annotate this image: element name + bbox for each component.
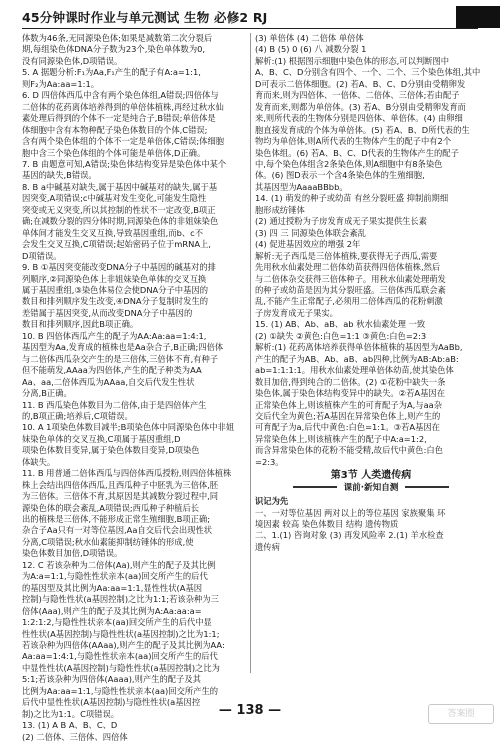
right-column-answers	[255, 33, 487, 468]
text-line: 13. (1) A B A、B、C、D	[22, 720, 118, 731]
text-line: 15. (1) AB、Ab、aB、ab 秋水仙素处理 一致	[255, 319, 426, 330]
right-column	[255, 33, 487, 553]
text-line: Aa:aa=1:4:1,与隐性性状亲本(aa)回交所产生的后代	[22, 651, 218, 662]
text-line: 数目和排列顺序发生改变,④DNA分子复制时发生的	[22, 296, 208, 307]
text-line: 乱,不能产生正常配子,必须用二倍体西瓜的花粉刺激	[255, 296, 443, 307]
text-line: 境因素 较高 染色体数目 结构 遗传物质	[255, 519, 399, 530]
text-line: 产生的配子为AB、Ab、aB、ab四种,比例为AB:Ab:aB:	[255, 353, 459, 364]
text-line: 的,B项正确;培养后,C项错误。	[22, 410, 133, 421]
text-line: 体。(6) 图D表示一个含4条染色体的生殖细胞,	[255, 170, 425, 181]
text-line: 正常染色体上,则该植株产生的可育配子为A,与aa杂	[255, 399, 443, 410]
text-line: 发育而来,则都为单倍体。(3) 若A、B分别由受精卵发育而	[255, 101, 466, 112]
section-title: 第3节 人类遗传病	[330, 470, 412, 482]
right-column-review	[255, 496, 487, 553]
text-line: 含有两个染色体组的个体不一定是单倍体,C错误;体细胞	[22, 136, 225, 147]
text-line: 其基因型为AaaaBBbb。	[255, 181, 348, 192]
text-line: (2) ①缺失 ②黄色:白色=1:1 ③黄色:白色=2:3	[255, 330, 427, 341]
text-line: 二、1.(1) 咨询对象 (3) 再发风险率 2.(1) 羊水检查	[255, 530, 444, 541]
text-line: 识记为先	[255, 496, 289, 507]
text-line: 项染色体数目变异,属于染色体数目变异,D项染色	[22, 445, 200, 456]
text-line: (4) 促进基因效应的增强 2年	[255, 239, 361, 250]
text-line: ab=1:1:1:1。用秋水仙素处理单倍体幼苗,使其染色体	[255, 365, 454, 376]
text-line: 而含异常染色体的花粉不能受精,故后代中黄色:白色	[255, 445, 443, 456]
text-line: 列顺序,②同源染色体上非姐妹染色单体的交叉互换	[22, 273, 207, 284]
text-line: 比例为Aa:aa=1:1,与隐性性状亲本(aa)回交所产生的	[22, 685, 219, 696]
text-line: 5. A 据题分析:F₁为Aa,F₁产生的配子有A:a=1:1,	[22, 67, 201, 78]
text-line: 体数为46条,无同源染色体;如果是减数第二次分裂后	[22, 33, 213, 43]
text-line: 胞直接发育成的个体为单倍体。(5) 若A、B、D所代表的生	[255, 124, 470, 135]
text-line: 基因型为Aa,发育成的植株也是Aa杂合子,B正确;四倍体	[22, 342, 224, 353]
text-line: 基因的缺失,B错误。	[22, 170, 97, 181]
text-line: 分离,C项错误;秋水仙素能抑制纺锤体的形成,使	[22, 536, 194, 547]
text-line: 5:1;若该杂种为四倍体(Aaaa),则产生的配子及其	[22, 674, 201, 685]
text-line: 解析:无子西瓜是三倍体植株,要获得无子西瓜,需要	[255, 250, 438, 261]
text-line: 11. B 用普通二倍体西瓜与四倍体西瓜授粉,则四倍体植株	[22, 468, 232, 479]
text-line: 10. B 四倍体西瓜产生的配子为AA:Aa:aa=1:4:1,	[22, 330, 207, 341]
text-line: 染色体,属于染色体结构变异中的缺失。②若A基因在	[255, 388, 445, 399]
text-line: 没有同源染色体,D项错误。	[22, 55, 123, 66]
text-line: 遗传病	[255, 541, 280, 552]
text-line: D项错误。	[22, 250, 62, 261]
text-line: 杂合子Aa只有一对等位基因,Aa自交后代会出现性状	[22, 525, 213, 536]
text-line: (3) 单倍体 (4) 二倍体 单倍体	[255, 33, 364, 43]
text-line: 妹染色单体的交叉互换,C项属于基因重组,D	[22, 433, 181, 444]
text-line: 体细胞中含有本物种配子染色体数目的个体,C错误;	[22, 124, 208, 135]
text-line: 胞形成纺锤体	[255, 204, 305, 215]
text-line: 单体间才能发生交叉互换,导致基因重组,而b、c不	[22, 227, 204, 238]
text-line: 育而来,则为四倍体、一倍体、二倍体、三倍体;若由配子	[255, 90, 460, 101]
subtitle-bar-right	[405, 486, 449, 488]
text-line: 确;在减数分裂的四分体时期,同源染色体的非姐妹染色	[22, 216, 219, 227]
text-line: A、B、C、D分别含有四个、一个、二个、三个染色体组,其中	[255, 67, 481, 78]
text-line: 1:2:1:2,与隐性性状亲本(aa)回交所产生的后代中显	[22, 617, 212, 628]
text-line: 差错属于基因突变,从而改变DNA分子中基因的	[22, 307, 193, 318]
text-line: 先用秋水仙素处理二倍体幼苗获得四倍体植株,然后	[255, 262, 441, 273]
text-line: 株上会结出四倍体西瓜,且西瓜种子中胚乳为三倍体,胚	[22, 479, 219, 490]
text-line: 为三倍体。三倍体不育,其原因是其减数分裂过程中,同	[22, 491, 219, 502]
text-line: 分离,B正确。	[22, 388, 72, 399]
text-line: 期,每组染色体DNA分子数为23个,染色单体数为0,	[22, 44, 206, 55]
subtitle-bar-left	[293, 486, 337, 488]
text-line: 二倍体的花药离体培养得到的单倍体植株,再经过秋水仙	[22, 101, 224, 112]
text-line: 中显性性状(A基因控制)与隐性性状(a基因控制)之比为	[22, 662, 220, 673]
text-line: Aa、aa,二倍体西瓜为AAaa,自交后代发生性状	[22, 376, 195, 387]
text-line: 12. C 若该杂种为二倍体(Aa),则产生的配子及其比例	[22, 559, 216, 570]
text-line: (2) 二倍体、三倍体、四倍体	[22, 731, 128, 742]
text-line: 异常染色体上,则该植株产生的配子中A:a=1:2,	[255, 433, 427, 444]
page-number: — 138 —	[218, 703, 282, 718]
text-line: 素处理后得到的个体不一定是纯合子,B错误;单倍体是	[22, 113, 216, 124]
section-subtitle-text: 课前·新知自测	[343, 482, 399, 493]
text-line: 性性状(A基因控制)与隐性性状(a基因控制)之比为1:1;	[22, 628, 220, 639]
text-line: 控制)与隐性性状(a基因控制)之比为1:1;若该杂种为三	[22, 594, 219, 605]
text-line: 数目和排列顺序,因此B项正确。	[22, 319, 139, 330]
text-line: 体缺失。	[22, 456, 56, 467]
text-line: 数目加倍,得到纯合的二倍体。(2) ①花粉中缺失一条	[255, 376, 446, 387]
page-header	[22, 6, 478, 29]
text-line: 胞中含三个染色体组的个体可能是单倍体,D正确。	[22, 147, 206, 158]
text-line: 解析:(1) 根据图示细胞中染色体的形态,可以判断图中	[255, 55, 450, 66]
text-line: 14. (1) 萌发的种子或幼苗 有丝分裂旺盛 抑制前期细	[255, 193, 449, 204]
text-line: 中,每个染色体组含2条染色体,则A细胞中有8条染色	[255, 158, 443, 169]
text-line: 的种子或幼苗是因为其分裂旺盛。三倍体西瓜联会紊	[255, 284, 446, 295]
text-line: 与二倍体杂交获得三倍体种子。用秋水仙素处理萌发	[255, 273, 446, 284]
text-line: (4) B (5) 0 (6) 八 减数分裂 1	[255, 44, 367, 55]
text-line: 10. A 1项染色体数目减半;B项染色体中同源染色体中非姐	[22, 422, 235, 433]
text-line: 因突变,A项错误;c中碱基对发生变化,可能发生隐性	[22, 193, 207, 204]
text-line: 6. D 四倍体西瓜中含有两个染色体组,A错误;四倍体与	[22, 90, 219, 101]
text-line: 一、一对等位基因 两对以上的等位基因 家族聚集 环	[255, 507, 446, 518]
text-line: 染色体数目加倍,D项错误。	[22, 548, 123, 559]
text-line: 物均为单倍体,则A所代表的生物体产生的配子中有2个	[255, 136, 452, 147]
text-line: (3) 四 三 同源染色体联会紊乱	[255, 227, 366, 238]
text-line: 出的植株是三倍体,不能形成正常生殖细胞,B项正确;	[22, 514, 210, 525]
text-line: 源染色体的联会紊乱,A项错误;西瓜种子种植后长	[22, 502, 200, 513]
text-line: 7. B 由题意可知,A错误;染色体结构变异是染色体中某个	[22, 158, 227, 169]
text-line: 会发生交叉互换,C项错误;起始密码子位于mRNA上,	[22, 239, 211, 250]
text-line: 后代中显性性状(A基因控制)与隐性性状(a基因控	[22, 697, 201, 708]
text-line: 突变或无义突变,所以其控制的性状不一定改变,B项正	[22, 204, 216, 215]
text-line: D可表示二倍体细胞。(2) 若A、B、C、D分别由受精卵发	[255, 78, 466, 89]
text-line: 但不能萌发,AAaa为四倍体,产生的配子种类为AA	[22, 365, 202, 376]
text-line: 属于基因重组,③染色体易位会使DNA分子中基因的	[22, 284, 208, 295]
text-line: 解析:(1) 花药离体培养获得单倍体植株的基因型为AaBb,	[255, 342, 463, 353]
text-line: 染色体组。(6) 若A、B、C、D代表的生物体产生的配子	[255, 147, 459, 158]
text-line: 若该杂种为四倍体(AAaa),则产生的配子及其比例为AA:	[22, 640, 225, 651]
text-line: 与二倍体西瓜杂交产生的是三倍体,三倍体不育,有种子	[22, 353, 219, 364]
header-tab-block	[456, 6, 500, 28]
header-title: 45分钟课时作业与单元测试 生物 必修2 RJ	[22, 10, 268, 25]
text-line: 来,则所代表的生物体分别是四倍体、单倍体。(4) 由卵细	[255, 113, 463, 124]
left-column	[22, 33, 254, 743]
text-line: 则F₂为Aa:aa=1:1。	[22, 78, 100, 89]
text-line: 为A:a=1:1,与隐性性状亲本(aa)回交所产生的后代	[22, 571, 208, 582]
text-line: 制)之比为1:1。C项错误。	[22, 708, 120, 719]
text-line: (2) 通过授粉为子房发育成无子果实提供生长素	[255, 216, 428, 227]
text-line: 子房发育成无子果实。	[255, 307, 338, 318]
text-line: 9. B ①基因突变能改变DNA分子中基因的碱基对的排	[22, 262, 216, 273]
text-line: =2:3。	[255, 456, 284, 467]
watermark-logo: 答案圈	[428, 704, 494, 724]
text-line: 的基因型及其比例为Aa:aa=1:1,显性性状(A基因	[22, 582, 203, 593]
text-line: 11. B 西瓜染色体数目为二倍体,由于是四倍体产生	[22, 399, 207, 410]
section-subtitle	[255, 483, 487, 494]
text-line: 8. B a中碱基对缺失,属于基因中碱基对的缺失,属于基	[22, 181, 218, 192]
text-line: 交后代全为黄色;若A基因在异常染色体上,则产生的	[255, 410, 441, 421]
text-line: 可育配子为a,后代中黄色:白色=1:1。③若A基因在	[255, 422, 440, 433]
text-line: 倍体(Aaa),则产生的配子及其比例为A:Aa:aa:a=	[22, 605, 202, 616]
